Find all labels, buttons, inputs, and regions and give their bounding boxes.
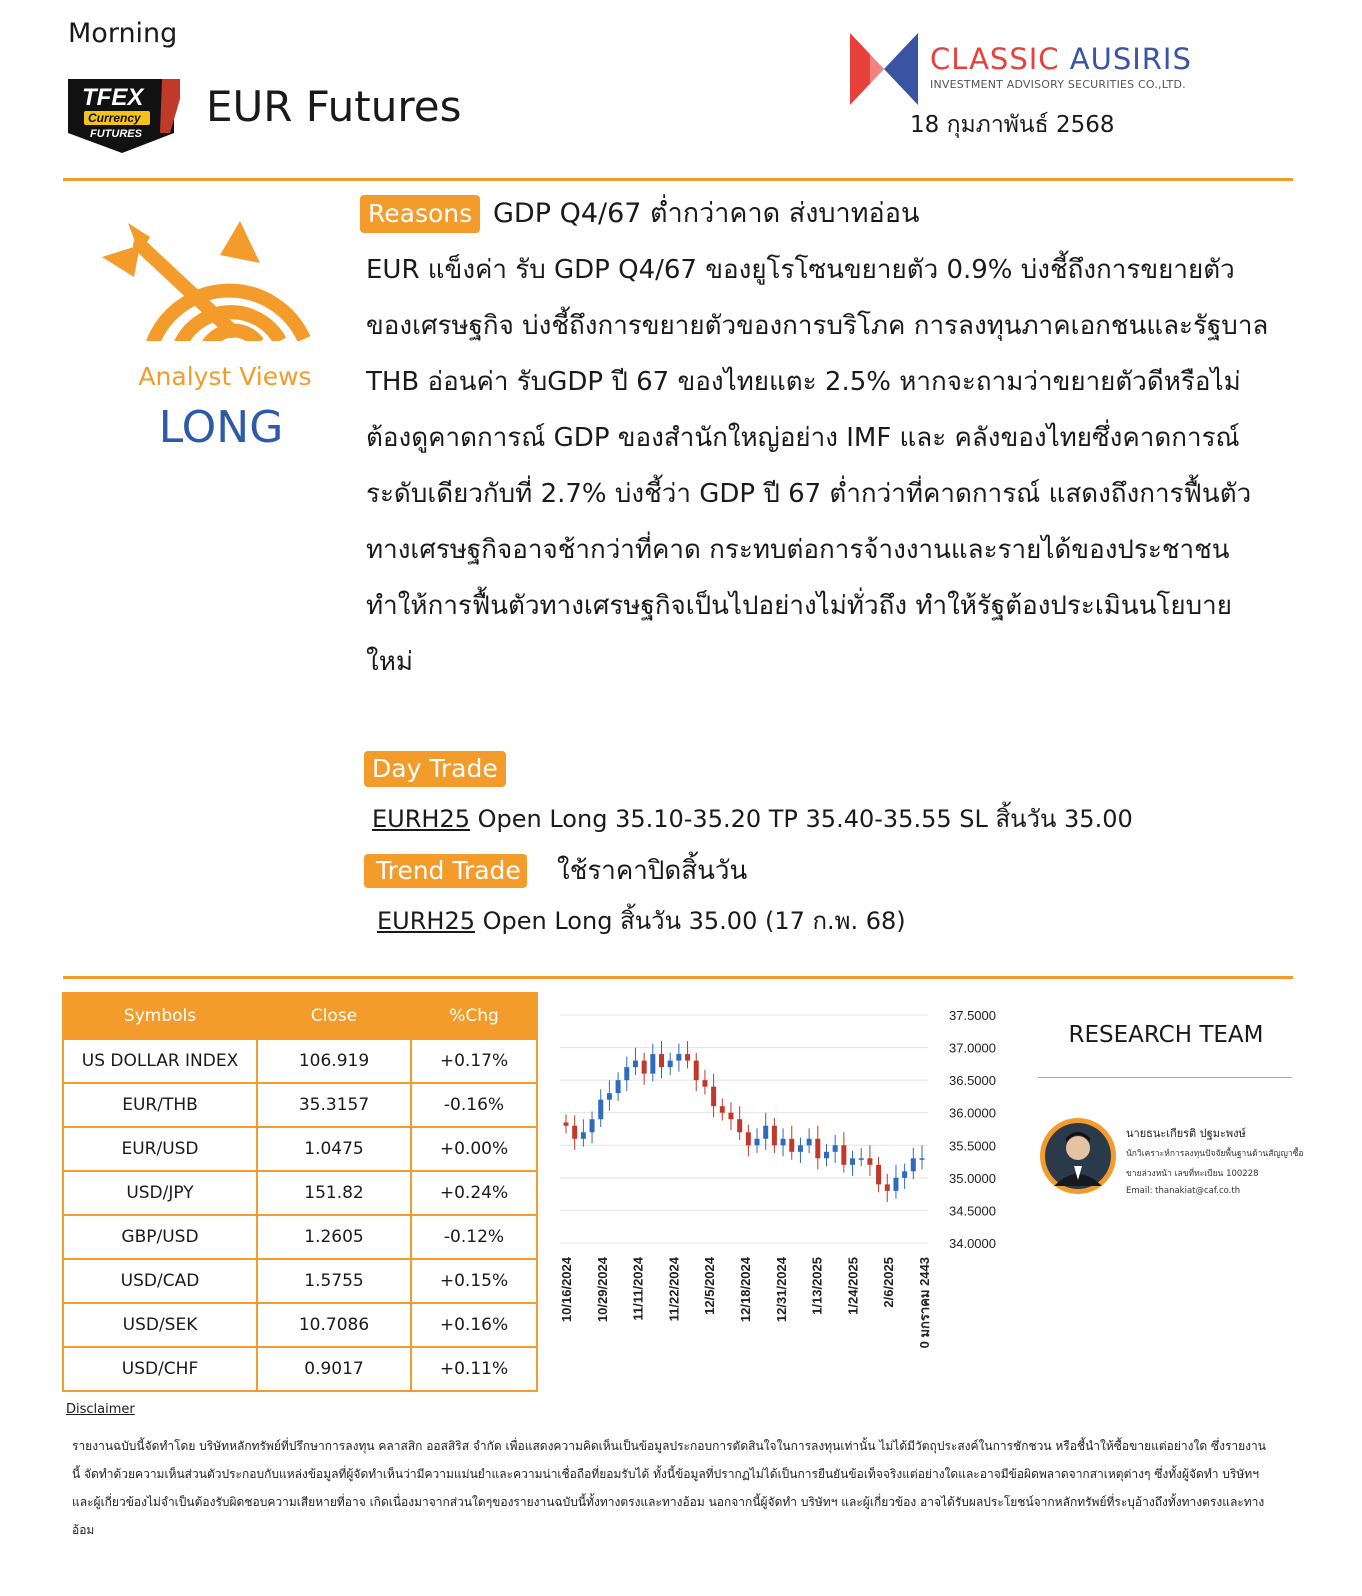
table-row [63, 1215, 537, 1259]
trend-trade-text: Open Long สิ้นวัน 35.00 (17 ก.พ. 68) [475, 907, 906, 935]
candle-body [781, 1139, 786, 1146]
candle-body [772, 1126, 777, 1146]
trend-trade-badge: Trend Trade [364, 854, 527, 888]
chg-cell: +0.00% [411, 1127, 537, 1171]
trend-trade-recommendation [377, 902, 906, 940]
candle-body [763, 1126, 768, 1139]
reason-paragraph-eur: EUR แข็งค่า รับ GDP Q4/67 ของยูโรโซนขยายตัว 0.9% บ่งชี้ถึงการขยายตัวของเศรษฐกิจ บ่งชี้ถึงการขยายตัวของการบริโภค การลงทุนภาคเอกชนและรัฐบาล [366, 255, 1269, 341]
y-tick-label: 36.5000 [949, 1073, 996, 1089]
candle-body [607, 1093, 612, 1100]
close-cell: 1.5755 [257, 1259, 411, 1303]
chg-cell: +0.17% [411, 1039, 537, 1083]
table-row [63, 1303, 537, 1347]
candle-body [885, 1184, 890, 1191]
header-divider [63, 178, 1293, 181]
report-date: 18 กุมภาพันธ์ 2568 [910, 112, 1115, 138]
symbol-cell: USD/CHF [63, 1347, 257, 1391]
chg-cell: +0.11% [411, 1347, 537, 1391]
x-tick-label: 1/24/2025 [845, 1257, 861, 1315]
table-row [63, 1039, 537, 1083]
candle-body [911, 1158, 916, 1171]
table-row [63, 1171, 537, 1215]
tfex-currency-futures-logo [62, 73, 180, 155]
analyst-stance: LONG [158, 402, 284, 453]
trend-trade-note: ใช้ราคาปิดสิ้นวัน [557, 856, 748, 886]
x-tick-label: 11/22/2024 [666, 1257, 682, 1322]
chg-cell: +0.16% [411, 1303, 537, 1347]
analyst-license: ขายล่วงหน้า เลขที่ทะเบียน 100228 [1126, 1169, 1259, 1179]
candle-body [833, 1145, 838, 1152]
chg-cell: +0.24% [411, 1171, 537, 1215]
symbol-cell: US DOLLAR INDEX [63, 1039, 257, 1083]
candle-body [893, 1178, 898, 1191]
section-divider [63, 976, 1293, 979]
analyst-email: Email: thanakiat@caf.co.th [1126, 1186, 1241, 1196]
analyst-name: นายธนะเกียรติ ปฐมะพงษ์ [1126, 1127, 1246, 1140]
candle-body [650, 1054, 655, 1074]
candle-body [920, 1158, 925, 1160]
chg-cell: -0.16% [411, 1083, 537, 1127]
logo-tfex-text: TFEX [82, 84, 144, 111]
y-tick-label: 35.0000 [949, 1170, 996, 1186]
x-tick-label: 10/16/2024 [559, 1257, 574, 1323]
reason-paragraph-thb: THB อ่อนค่า รับGDP ปี 67 ของไทยแตะ 2.5% หากจะถามว่าขยายตัวดีหรือไม่ ต้องดูคาดการณ์ GDP ของสำนักใหญ่อย่าง IMF และ คลังของไทยซึ่งคาดการณ์ระดับเดียวกับที่ 2.7% บ่งชี้ว่า GDP ปี 67 ต่ำกว่าที่คาดการณ์ แสดงถึงการฟื้นตัวทางเศรษฐกิจอาจช้ากว่าที่คาด กระทบต่อการจ้างงานและรายได้ของประชาชน ทำให้การฟื้นตัวทางเศรษฐกิจเป็นไปอย่างไม่ทั่วถึง ทำให้รัฐต้องประเมินนโยบายใหม่ [366, 367, 1252, 677]
x-tick-label: 12/5/2024 [702, 1257, 718, 1315]
candle-body [624, 1067, 629, 1080]
logo-currency-text: Currency [88, 111, 141, 125]
report-session-label: Morning [68, 18, 178, 49]
candle-body [659, 1054, 664, 1067]
symbol-cell: EUR/USD [63, 1127, 257, 1171]
col-header-symbols: Symbols [63, 993, 257, 1039]
candle-body [841, 1145, 846, 1165]
y-tick-label: 35.5000 [949, 1138, 996, 1154]
candle-body [876, 1165, 881, 1185]
close-cell: 35.3157 [257, 1083, 411, 1127]
candle-body [867, 1158, 872, 1165]
symbol-cell: GBP/USD [63, 1215, 257, 1259]
x-tick-label: 2/6/2025 [881, 1257, 897, 1308]
candle-body [590, 1119, 595, 1132]
chg-cell: -0.12% [411, 1215, 537, 1259]
candle-body [850, 1158, 855, 1165]
candle-body [815, 1139, 820, 1159]
x-tick-label: 0 มกราคม 2443 [917, 1257, 932, 1349]
disclaimer-heading: Disclaimer [66, 1402, 135, 1417]
analyst-views-label: Analyst Views [138, 362, 312, 391]
x-tick-label: 12/31/2024 [773, 1257, 789, 1323]
eurthb-price-chart [548, 995, 996, 1375]
x-tick-label: 10/29/2024 [594, 1257, 610, 1323]
research-team-title: RESEARCH TEAM [1068, 1022, 1264, 1048]
symbol-cell: USD/CAD [63, 1259, 257, 1303]
table-row [63, 1127, 537, 1171]
x-tick-label: 11/11/2024 [630, 1257, 646, 1321]
candle-body [720, 1106, 725, 1113]
candle-body [789, 1139, 794, 1152]
analyst-avatar [1038, 1116, 1118, 1196]
y-tick-label: 34.5000 [949, 1203, 996, 1219]
col-header-close: Close [257, 993, 411, 1039]
company-name-part1: CLASSIC [930, 42, 1060, 76]
company-name-part2: AUSIRIS [1069, 42, 1192, 76]
candle-body [859, 1158, 864, 1160]
symbol-cell: USD/SEK [63, 1303, 257, 1347]
candle-body [798, 1145, 803, 1152]
candle-body [728, 1113, 733, 1120]
reasons-badge: Reasons [360, 195, 480, 233]
report-title: EUR Futures [206, 82, 462, 131]
candle-body [564, 1122, 569, 1125]
table-row [63, 1259, 537, 1303]
candle-body [572, 1126, 577, 1139]
close-cell: 0.9017 [257, 1347, 411, 1391]
day-trade-badge: Day Trade [364, 751, 506, 787]
candle-body [902, 1171, 907, 1178]
symbol-cell: EUR/THB [63, 1083, 257, 1127]
candle-body [702, 1080, 707, 1087]
day-trade-recommendation [372, 800, 1133, 838]
candle-body [711, 1087, 716, 1107]
close-cell: 1.2605 [257, 1215, 411, 1259]
candle-body [676, 1054, 681, 1061]
candle-body [685, 1054, 690, 1061]
classic-ausiris-logo-icon [850, 33, 918, 105]
analyst-role: นักวิเคราะห์การลงทุนปัจจัยพื้นฐานด้านสัญญาซื้อ [1126, 1149, 1304, 1159]
close-cell: 151.82 [257, 1171, 411, 1215]
candle-body [807, 1139, 812, 1146]
logo-futures-text: FUTURES [90, 128, 142, 140]
chg-cell: +0.15% [411, 1259, 537, 1303]
candle-body [598, 1100, 603, 1120]
market-table [62, 992, 538, 1392]
research-team-divider [1038, 1077, 1292, 1078]
company-subtitle: INVESTMENT ADVISORY SECURITIES CO.,LTD. [930, 78, 1186, 91]
candle-body [737, 1119, 742, 1132]
x-tick-label: 12/18/2024 [738, 1257, 753, 1323]
candle-body [746, 1132, 751, 1145]
reasons-headline: GDP Q4/67 ต่ำกว่าคาด ส่งบาทอ่อน [493, 198, 920, 229]
disclaimer-text: รายงานฉบับนี้จัดทำโดย บริษัทหลักทรัพย์ที่ปรึกษาการลงทุน คลาสสิก ออสสิริส จำกัด เพื่อแสดงความคิดเห็นเป็นข้อมูลประกอบการตัดสินใจในการลงทุนเท่านั้น ไม่ได้มีวัตถุประสงค์ในการชักชวน หรือชี้นำให้ซื้อขายแต่อย่างใด ซึ่งรายงานนี้ จัดทำด้วยความเห็นส่วนตัวประกอบกับแหล่งข้อมูลที่ผู้จัดทำเห็นว่ามีความแม่นยำและความน่าเชื่อถือที่ยอมรับได้ ทั้งนี้ข้อมูลที่ปรากฏไม่ได้เป็นการยืนยันข้อเท็จจริงแต่อย่างใดและอาจมีข้อผิดพลาดจากสาเหตุต่างๆ ซึ่งทั้งผู้จัดทำ บริษัทฯ และผู้เกี่ยวข้องไม่จำเป็นต้องรับผิดชอบความเสียหายที่อาจ เกิดเนื่องมาจากส่วนใดๆของรายงานฉบับนี้ทั้งทางตรงและทางอ้อม นอกจากนี้ผู้จัดทำ บริษัทฯ และผู้เกี่ยวข้อง อาจได้รับผลประโยชน์จากหลักทรัพย์ที่ระบุอ้างถึงทั้งทางตรงและทางอ้อม [72, 1439, 1266, 1537]
table-header-row [63, 993, 537, 1039]
candle-body [694, 1061, 699, 1081]
table-row [63, 1083, 537, 1127]
candle-body [642, 1061, 647, 1074]
reasons-body [366, 242, 1276, 690]
close-cell: 1.0475 [257, 1127, 411, 1171]
col-header-chg: %Chg [411, 993, 537, 1039]
candle-body [633, 1061, 638, 1068]
close-cell: 10.7086 [257, 1303, 411, 1347]
candle-body [755, 1139, 760, 1146]
y-tick-label: 34.0000 [949, 1236, 996, 1251]
candle-body [581, 1132, 586, 1139]
day-trade-symbol: EURH25 [372, 805, 470, 833]
candle-body [668, 1061, 673, 1068]
trend-trade-symbol: EURH25 [377, 907, 475, 935]
y-tick-label: 36.0000 [949, 1105, 996, 1121]
day-trade-text: Open Long 35.10-35.20 TP 35.40-35.55 SL สิ้นวัน 35.00 [470, 805, 1133, 833]
company-name [930, 42, 1192, 76]
candle-body [616, 1080, 621, 1093]
table-row [63, 1347, 537, 1391]
close-cell: 106.919 [257, 1039, 411, 1083]
y-tick-label: 37.0000 [949, 1040, 996, 1056]
candle-body [824, 1152, 829, 1159]
y-tick-label: 37.5000 [949, 1008, 996, 1023]
symbol-cell: USD/JPY [63, 1171, 257, 1215]
x-tick-label: 1/13/2025 [809, 1257, 825, 1315]
target-arrow-icon [100, 215, 310, 355]
